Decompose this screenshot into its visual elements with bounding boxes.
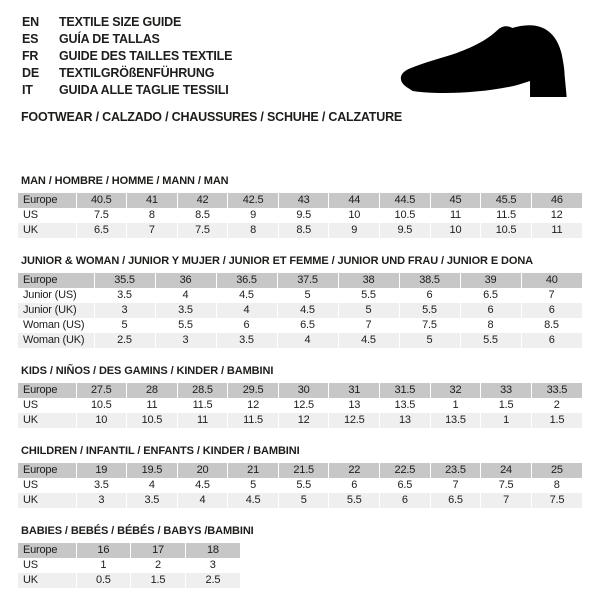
size-cell: 19 bbox=[76, 463, 127, 478]
size-cell: 3.5 bbox=[127, 493, 178, 508]
size-cell: 7 bbox=[452, 479, 459, 491]
size-cell: 4.5 bbox=[338, 333, 399, 348]
size-cell: 10.5 bbox=[127, 413, 178, 428]
size-cell: 1 bbox=[100, 559, 107, 571]
row-label-cell: Europe bbox=[18, 383, 76, 398]
language-code: DE bbox=[22, 66, 39, 80]
size-cell: 41 bbox=[127, 193, 178, 208]
size-cell: 3 bbox=[94, 303, 155, 318]
section-title: MAN / HOMBRE / HOMME / MANN / MAN bbox=[21, 175, 229, 187]
section-title: CHILDREN / INFANTIL / ENFANTS / KINDER / BAMBINI bbox=[21, 445, 300, 457]
size-cell: 1 bbox=[481, 413, 532, 428]
row-label-cell: UK bbox=[18, 223, 76, 238]
table-row bbox=[18, 318, 582, 333]
size-cell: 20 bbox=[177, 463, 228, 478]
size-cell: 4.5 bbox=[195, 479, 210, 491]
size-cell: 38.5 bbox=[399, 273, 460, 288]
row-label-cell: Junior (US) bbox=[23, 289, 77, 301]
size-cell: 8 bbox=[487, 319, 494, 331]
table-row bbox=[18, 333, 582, 348]
size-table-man bbox=[18, 193, 582, 238]
size-cell: 11.5 bbox=[228, 413, 279, 428]
size-cell: 33.5 bbox=[531, 383, 582, 398]
row-label-cell: Europe bbox=[18, 193, 76, 208]
size-cell: 3 bbox=[209, 559, 216, 571]
row-label-cell: UK bbox=[18, 413, 76, 428]
size-table-kids bbox=[18, 383, 582, 428]
size-cell: 5 bbox=[250, 479, 257, 491]
language-code: IT bbox=[22, 83, 33, 97]
size-cell: 3 bbox=[155, 333, 216, 348]
size-cell: 5.5 bbox=[361, 289, 376, 301]
size-section-kids bbox=[18, 364, 582, 428]
table-row bbox=[18, 223, 582, 238]
size-cell: 11.5 bbox=[496, 209, 516, 221]
section-title: KIDS / NIÑOS / DES GAMINS / KINDER / BAMBINI bbox=[21, 365, 274, 377]
size-cell: 18 bbox=[185, 543, 240, 558]
size-cell: 4 bbox=[277, 333, 338, 348]
language-code: EN bbox=[22, 15, 39, 29]
size-cell: 6.5 bbox=[483, 289, 498, 301]
language-label: GUÍA DE TALLAS bbox=[59, 32, 160, 46]
size-section-junior-woman bbox=[18, 254, 582, 348]
row-label-cell: US bbox=[23, 559, 38, 571]
row-label-cell: Woman (UK) bbox=[18, 333, 94, 348]
language-code: FR bbox=[22, 49, 39, 63]
size-cell: 36 bbox=[155, 273, 216, 288]
size-cell: 22 bbox=[329, 463, 380, 478]
size-cell: 3 bbox=[76, 493, 127, 508]
size-cell: 12 bbox=[550, 209, 563, 221]
size-section-children bbox=[18, 444, 582, 508]
size-cell: 5.5 bbox=[296, 479, 312, 491]
size-cell: 28.5 bbox=[177, 383, 228, 398]
size-cell: 10 bbox=[76, 413, 127, 428]
size-cell: 23.5 bbox=[430, 463, 481, 478]
size-cell: 6.5 bbox=[430, 493, 481, 508]
size-cell: 6 bbox=[380, 493, 431, 508]
table-row bbox=[18, 413, 582, 428]
size-cell: 42.5 bbox=[228, 193, 279, 208]
size-cell: 7.5 bbox=[498, 479, 514, 491]
size-cell: 5.5 bbox=[460, 333, 521, 348]
size-cell: 1.5 bbox=[131, 573, 186, 588]
size-cell: 5.5 bbox=[399, 303, 460, 318]
size-section-man bbox=[18, 174, 582, 238]
size-cell: 12.5 bbox=[293, 399, 314, 411]
size-cell: 5 bbox=[121, 319, 128, 331]
size-cell: 9 bbox=[250, 209, 257, 221]
size-cell: 6.5 bbox=[397, 479, 413, 491]
size-cell: 27.5 bbox=[76, 383, 127, 398]
size-cell: 46 bbox=[531, 193, 582, 208]
size-cell: 6.5 bbox=[300, 319, 315, 331]
language-label: GUIDA ALLE TAGLIE TESSILI bbox=[59, 83, 229, 97]
size-cell: 5 bbox=[278, 493, 329, 508]
size-cell: 3.5 bbox=[216, 333, 277, 348]
table-row bbox=[18, 193, 582, 208]
size-table-junior-woman bbox=[18, 273, 582, 348]
row-label-cell: US bbox=[23, 399, 38, 411]
size-cell: 11 bbox=[146, 399, 158, 411]
row-label-cell: Woman (US) bbox=[23, 319, 85, 331]
table-row bbox=[18, 493, 582, 508]
table-row bbox=[18, 543, 240, 558]
table-row bbox=[18, 573, 240, 588]
size-cell: 21 bbox=[228, 463, 279, 478]
size-cell: 38 bbox=[338, 273, 399, 288]
row-label-cell: UK bbox=[18, 573, 76, 588]
size-cell: 9.5 bbox=[296, 209, 312, 221]
size-cell: 13 bbox=[348, 399, 361, 411]
size-cell: 12 bbox=[247, 399, 259, 411]
size-cell: 11 bbox=[449, 209, 461, 221]
row-label-cell: Europe bbox=[18, 463, 76, 478]
size-cell: 10.5 bbox=[394, 209, 416, 221]
size-cell: 31 bbox=[329, 383, 380, 398]
size-cell: 45.5 bbox=[481, 193, 532, 208]
size-cell: 7 bbox=[365, 319, 372, 331]
size-cell: 7.5 bbox=[422, 319, 437, 331]
size-cell: 2.5 bbox=[185, 573, 240, 588]
size-cell: 45 bbox=[430, 193, 481, 208]
size-cell: 6 bbox=[243, 319, 250, 331]
size-cell: 25 bbox=[531, 463, 582, 478]
table-row bbox=[18, 383, 582, 398]
size-table-children bbox=[18, 463, 582, 508]
size-cell: 37.5 bbox=[277, 273, 338, 288]
size-cell: 7 bbox=[127, 223, 178, 238]
size-cell: 8.5 bbox=[544, 319, 559, 331]
size-cell: 44.5 bbox=[380, 193, 431, 208]
size-cell: 11.5 bbox=[192, 399, 213, 411]
size-cell: 31.5 bbox=[380, 383, 431, 398]
size-cell: 3.5 bbox=[155, 303, 216, 318]
size-cell: 13.5 bbox=[394, 399, 416, 411]
size-cell: 4 bbox=[216, 303, 277, 318]
size-cell: 12.5 bbox=[329, 413, 380, 428]
size-cell: 10.5 bbox=[481, 223, 532, 238]
row-label-cell: Europe bbox=[18, 543, 76, 558]
section-title: JUNIOR & WOMAN / JUNIOR Y MUJER / JUNIOR ET FEMME / JUNIOR UND FRAU / JUNIOR E DONA bbox=[21, 255, 534, 267]
size-sections bbox=[18, 174, 582, 588]
size-cell: 4 bbox=[177, 493, 228, 508]
shoe-icon bbox=[396, 25, 574, 105]
size-cell: 44 bbox=[329, 193, 380, 208]
row-label-cell: Europe bbox=[18, 273, 94, 288]
size-cell: 11 bbox=[531, 223, 582, 238]
size-cell: 28 bbox=[127, 383, 178, 398]
language-code: ES bbox=[22, 32, 39, 46]
size-cell: 16 bbox=[76, 543, 131, 558]
size-cell: 19.5 bbox=[127, 463, 178, 478]
size-cell: 2 bbox=[155, 559, 161, 571]
size-cell: 40 bbox=[521, 273, 582, 288]
size-section-babies bbox=[18, 524, 582, 588]
row-label-cell: US bbox=[23, 209, 38, 221]
size-cell: 8.5 bbox=[278, 223, 329, 238]
size-cell: 1.5 bbox=[498, 399, 514, 411]
category-line: FOOTWEAR / CALZADO / CHAUSSURES / SCHUHE / CALZATURE bbox=[21, 110, 403, 124]
size-cell: 8.5 bbox=[195, 209, 210, 221]
row-label-cell: Junior (UK) bbox=[18, 303, 94, 318]
size-cell: 8 bbox=[148, 209, 155, 221]
size-cell: 42 bbox=[177, 193, 228, 208]
size-cell: 4 bbox=[182, 289, 189, 301]
size-cell: 9 bbox=[329, 223, 380, 238]
size-cell: 3.5 bbox=[93, 479, 109, 491]
size-cell: 40.5 bbox=[76, 193, 127, 208]
size-cell: 33 bbox=[481, 383, 532, 398]
size-cell: 4.5 bbox=[239, 289, 254, 301]
size-cell: 7.5 bbox=[93, 209, 109, 221]
table-row bbox=[18, 463, 582, 478]
size-cell: 5.5 bbox=[178, 319, 193, 331]
size-cell: 24 bbox=[481, 463, 532, 478]
size-cell: 5.5 bbox=[329, 493, 380, 508]
size-cell: 12 bbox=[278, 413, 329, 428]
size-cell: 1 bbox=[452, 399, 459, 411]
size-cell: 6 bbox=[460, 303, 521, 318]
size-cell: 5 bbox=[399, 333, 460, 348]
size-cell: 0.5 bbox=[76, 573, 131, 588]
size-cell: 8 bbox=[553, 479, 560, 491]
size-cell: 13 bbox=[380, 413, 431, 428]
size-cell: 5 bbox=[304, 289, 311, 301]
size-cell: 43 bbox=[278, 193, 329, 208]
section-title: BABIES / BEBÉS / BÉBÉS / BABYS /BAMBINI bbox=[21, 525, 254, 537]
size-cell: 29.5 bbox=[228, 383, 279, 398]
size-cell: 36.5 bbox=[216, 273, 277, 288]
size-cell: 4.5 bbox=[277, 303, 338, 318]
size-cell: 17 bbox=[131, 543, 186, 558]
table-row bbox=[18, 398, 582, 413]
size-table-babies bbox=[18, 543, 240, 588]
size-cell: 7.5 bbox=[177, 223, 228, 238]
size-cell: 30 bbox=[278, 383, 329, 398]
size-cell: 21.5 bbox=[278, 463, 329, 478]
language-label: GUIDE DES TAILLES TEXTILE bbox=[59, 49, 233, 63]
size-cell: 7 bbox=[481, 493, 532, 508]
size-cell: 7 bbox=[548, 289, 555, 301]
size-cell: 1.5 bbox=[531, 413, 582, 428]
size-cell: 6 bbox=[521, 333, 582, 348]
language-label: TEXTILGRÖßENFÜHRUNG bbox=[59, 66, 215, 80]
table-row bbox=[18, 303, 582, 318]
size-cell: 9.5 bbox=[380, 223, 431, 238]
row-label-cell: US bbox=[23, 479, 38, 491]
size-cell: 39 bbox=[460, 273, 521, 288]
size-cell: 6 bbox=[351, 479, 358, 491]
language-label: TEXTILE SIZE GUIDE bbox=[59, 15, 182, 29]
size-cell: 10.5 bbox=[90, 399, 112, 411]
table-row bbox=[18, 288, 582, 303]
size-cell: 10 bbox=[430, 223, 481, 238]
size-cell: 2.5 bbox=[94, 333, 155, 348]
size-cell: 35.5 bbox=[94, 273, 155, 288]
size-cell: 8 bbox=[228, 223, 279, 238]
size-cell: 4.5 bbox=[228, 493, 279, 508]
size-cell: 3.5 bbox=[117, 289, 132, 301]
size-cell: 7.5 bbox=[531, 493, 582, 508]
table-row bbox=[18, 558, 240, 573]
table-row bbox=[18, 273, 582, 288]
table-row bbox=[18, 478, 582, 493]
size-cell: 6.5 bbox=[76, 223, 127, 238]
row-label-cell: UK bbox=[18, 493, 76, 508]
size-cell: 6 bbox=[521, 303, 582, 318]
size-cell: 11 bbox=[177, 413, 228, 428]
size-cell: 4 bbox=[148, 479, 155, 491]
size-cell: 6 bbox=[426, 289, 433, 301]
table-row bbox=[18, 208, 582, 223]
size-cell: 32 bbox=[430, 383, 481, 398]
size-cell: 2 bbox=[553, 399, 560, 411]
size-cell: 13.5 bbox=[430, 413, 481, 428]
size-cell: 5 bbox=[338, 303, 399, 318]
size-cell: 10 bbox=[348, 209, 361, 221]
size-cell: 22.5 bbox=[380, 463, 431, 478]
